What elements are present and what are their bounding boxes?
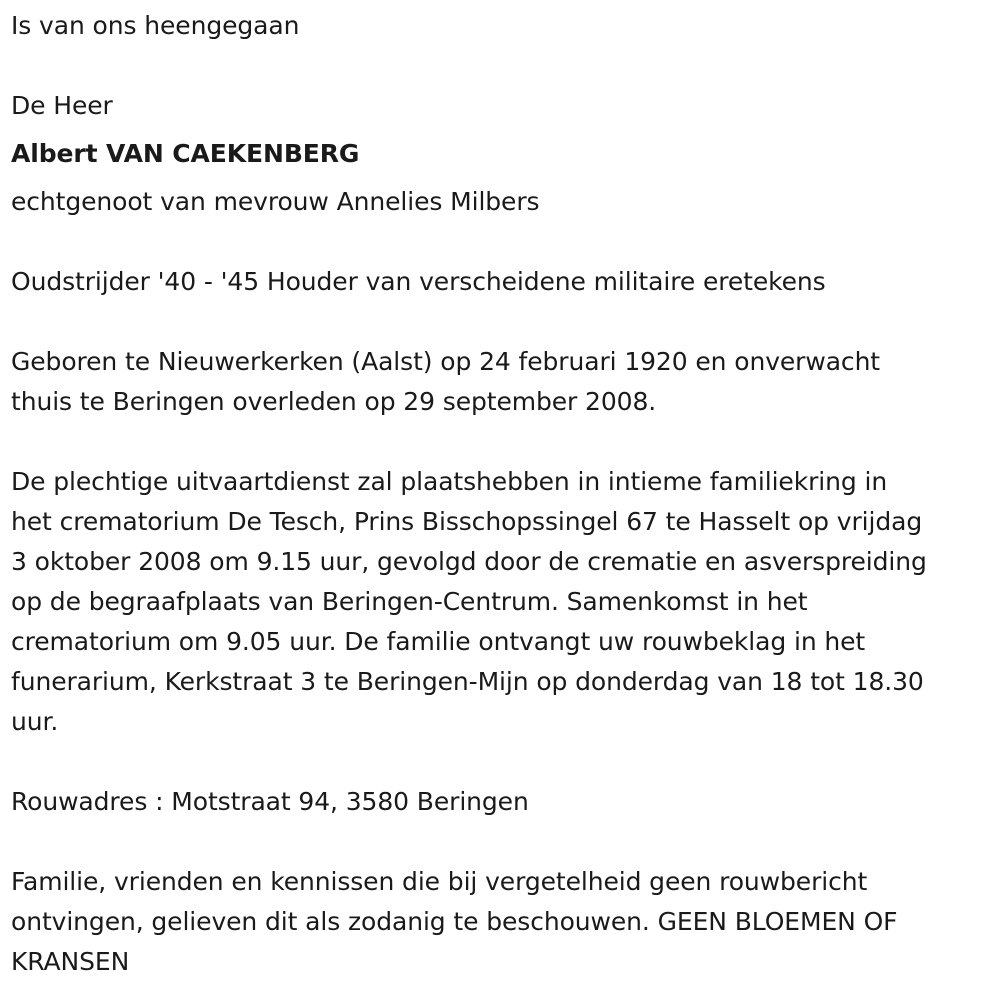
text-line: het crematorium De Tesch, Prins Bisschopssingel 67 te Hasselt op vrijdag (11, 507, 923, 536)
spacer (11, 302, 990, 342)
closing-paragraph (11, 862, 990, 982)
spacer (11, 126, 990, 134)
honorific: De Heer (11, 91, 113, 120)
birth-death-paragraph (11, 342, 990, 422)
text-line: thuis te Beringen overleden op 29 september 2008. (11, 387, 657, 416)
text-line: crematorium om 9.05 uur. De familie ontvangt uw rouwbeklag in het (11, 627, 866, 656)
text-line: funerarium, Kerkstraat 3 te Beringen-Mijn op donderdag van 18 tot 18.30 (11, 667, 924, 696)
spacer (11, 174, 990, 182)
spacer (11, 222, 990, 262)
text-line: Familie, vrienden en kennissen die bij vergetelheid geen rouwbericht (11, 867, 868, 896)
intro-text: Is van ons heengegaan (11, 11, 300, 40)
deceased-name: Albert VAN CAEKENBERG (11, 139, 360, 168)
text-line: Geboren te Nieuwerkerken (Aalst) op 24 februari 1920 en onverwacht (11, 347, 881, 376)
service-paragraph (11, 462, 990, 742)
spacer (11, 822, 990, 862)
mourning-address: Rouwadres : Motstraat 94, 3580 Beringen (11, 787, 529, 816)
text-line: op de begraafplaats van Beringen-Centrum. Samenkomst in het (11, 587, 808, 616)
text-line: ontvingen, gelieven dit als zodanig te beschouwen. GEEN BLOEMEN OF (11, 907, 898, 936)
spacer (11, 422, 990, 462)
text-line: 3 oktober 2008 om 9.15 uur, gevolgd door de crematie en asverspreiding (11, 547, 927, 576)
spacer (11, 742, 990, 782)
spacer (11, 46, 990, 86)
text-line: KRANSEN (11, 947, 130, 976)
spouse-line: echtgenoot van mevrouw Annelies Milbers (11, 187, 540, 216)
text-line: De plechtige uitvaartdienst zal plaatshebben in intieme familiekring in (11, 467, 888, 496)
veteran-line: Oudstrijder '40 - '45 Houder van verscheidene militaire eretekens (11, 267, 826, 296)
text-line: uur. (11, 707, 59, 736)
